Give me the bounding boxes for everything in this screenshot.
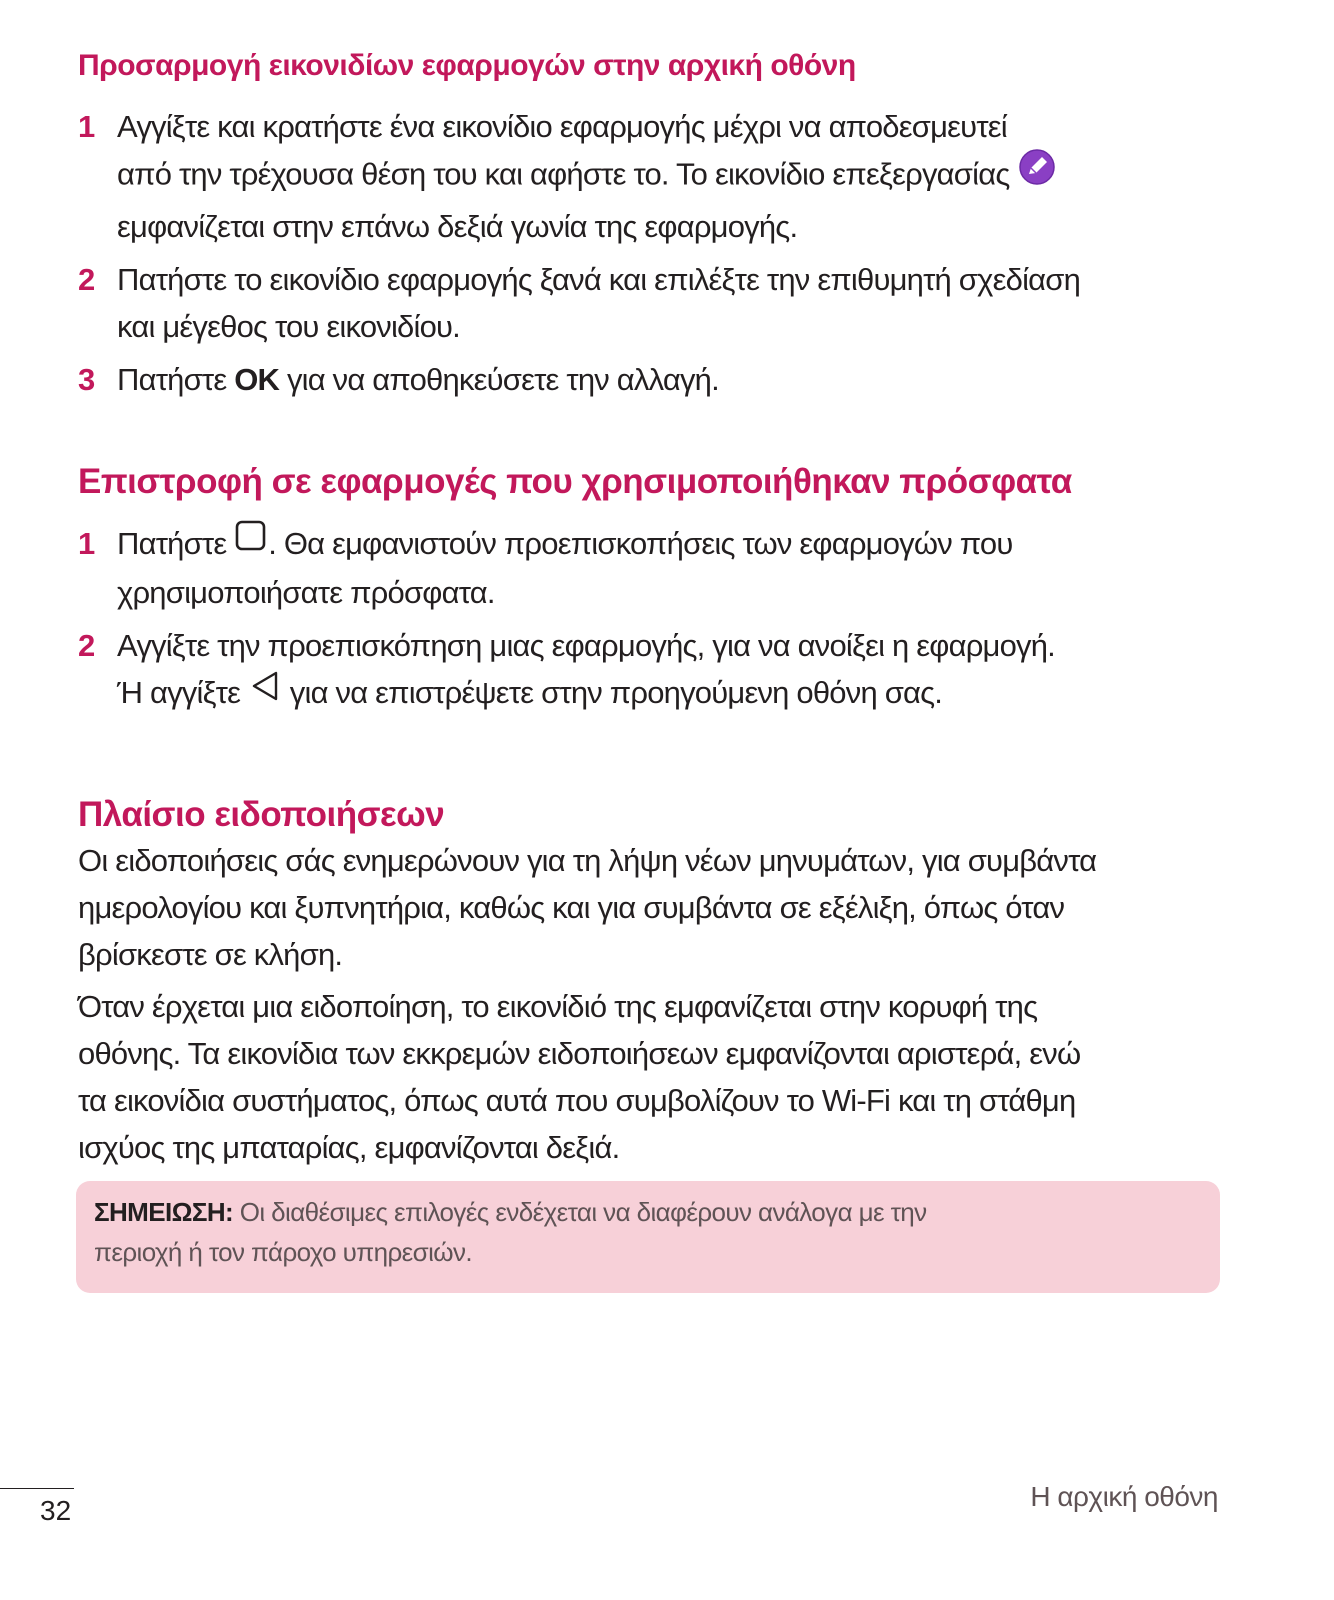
section-heading-recent-apps: Επιστροφή σε εφαρμογές που χρησιμοποιήθηκαν πρόσφατα — [78, 462, 1072, 501]
edit-icon — [1017, 147, 1057, 200]
footer-divider — [0, 1488, 74, 1489]
ok-label: OK — [234, 362, 280, 397]
step-text-line: Πατήστε το εικονίδιο εφαρμογής ξανά και επιλέξτε την επιθυμητή σχεδίαση — [117, 262, 1081, 297]
step-item — [78, 356, 1278, 403]
step-number: 2 — [78, 628, 95, 664]
step-text: για να επιστρέψετε στην προηγούμενη οθόνη σας. — [281, 675, 943, 711]
step-text-line — [117, 150, 1278, 203]
note-text: Οι διαθέσιμες επιλογές ενδέχεται να διαφέρουν ανάλογα με την — [233, 1197, 927, 1227]
step-text-line — [117, 356, 1278, 403]
step-number: 3 — [78, 362, 95, 397]
section-heading-customize-icons: Προσαρμογή εικονιδίων εφαρμογών στην αρχική οθόνη — [78, 49, 856, 82]
step-text: Πατήστε — [117, 526, 235, 561]
notifications-paragraph — [78, 983, 1268, 1171]
notifications-paragraph — [78, 837, 1268, 978]
step-text-line: εμφανίζεται στην επάνω δεξιά γωνία της εφαρμογής. — [117, 209, 798, 244]
step-text-line — [117, 669, 1278, 718]
paragraph-line: βρίσκεστε σε κλήση. — [78, 937, 343, 972]
step-number: 2 — [78, 262, 95, 297]
step-text-line: και μέγεθος του εικονιδίου. — [117, 309, 460, 344]
step-item — [78, 256, 1278, 350]
section-heading-notifications-panel: Πλαίσιο ειδοποιήσεων — [78, 795, 445, 834]
step-text-line: Αγγίξτε την προεπισκόπηση μιας εφαρμογής, για να ανοίξει η εφαρμογή. — [117, 628, 1055, 664]
step-text-line — [117, 520, 1278, 569]
step-text: Ή αγγίξτε — [117, 675, 248, 711]
step-text-line: Αγγίξτε και κρατήστε ένα εικονίδιο εφαρμογής μέχρι να αποδεσμευτεί — [117, 109, 1007, 144]
step-text-line: χρησιμοποιήσατε πρόσφατα. — [117, 575, 495, 611]
paragraph-line: Οι ειδοποιήσεις σάς ενημερώνουν για τη λήψη νέων μηνυμάτων, για συμβάντα — [78, 843, 1097, 878]
step-number: 1 — [78, 109, 95, 144]
step-text: Πατήστε — [117, 362, 235, 397]
step-text: . Θα εμφανιστούν προεπισκοπήσεις των εφαρμογών που — [268, 526, 1013, 561]
paragraph-line: ημερολογίου και ξυπνητήρια, καθώς και για συμβάντα σε εξέλιξη, όπως όταν — [78, 890, 1065, 925]
page-number: 32 — [40, 1495, 72, 1526]
note-label: ΣΗΜΕΙΩΣΗ: — [94, 1197, 234, 1227]
paragraph-line: ισχύος της μπαταρίας, εμφανίζονται δεξιά. — [78, 1130, 620, 1165]
note-box — [76, 1181, 1220, 1293]
step-item — [78, 520, 1278, 616]
step-item — [78, 622, 1278, 718]
note-line — [94, 1192, 1202, 1232]
back-triangle-icon — [248, 669, 282, 716]
customize-icons-steps — [78, 103, 1278, 409]
step-text: από την τρέχουσα θέση του και αφήστε το. Το εικονίδιο επεξεργασίας — [117, 156, 1010, 192]
paragraph-line: Όταν έρχεται μια ειδοποίηση, το εικονίδιό της εμφανίζεται στην κορυφή της — [78, 989, 1038, 1024]
step-text: για να αποθηκεύσετε την αλλαγή. — [279, 362, 719, 397]
overview-square-icon — [234, 519, 268, 566]
recent-apps-steps — [78, 520, 1278, 725]
footer-section-title: Η αρχική οθόνη — [1030, 1481, 1218, 1512]
step-item — [78, 103, 1278, 250]
step-number: 1 — [78, 526, 95, 561]
paragraph-line: τα εικονίδια συστήματος, όπως αυτά που συμβολίζουν το Wi-Fi και τη στάθμη — [78, 1083, 1076, 1118]
note-line: περιοχή ή τον πάροχο υπηρεσιών. — [94, 1237, 472, 1267]
paragraph-line: οθόνης. Τα εικονίδια των εκκρεμών ειδοποιήσεων εμφανίζονται αριστερά, ενώ — [78, 1036, 1081, 1071]
